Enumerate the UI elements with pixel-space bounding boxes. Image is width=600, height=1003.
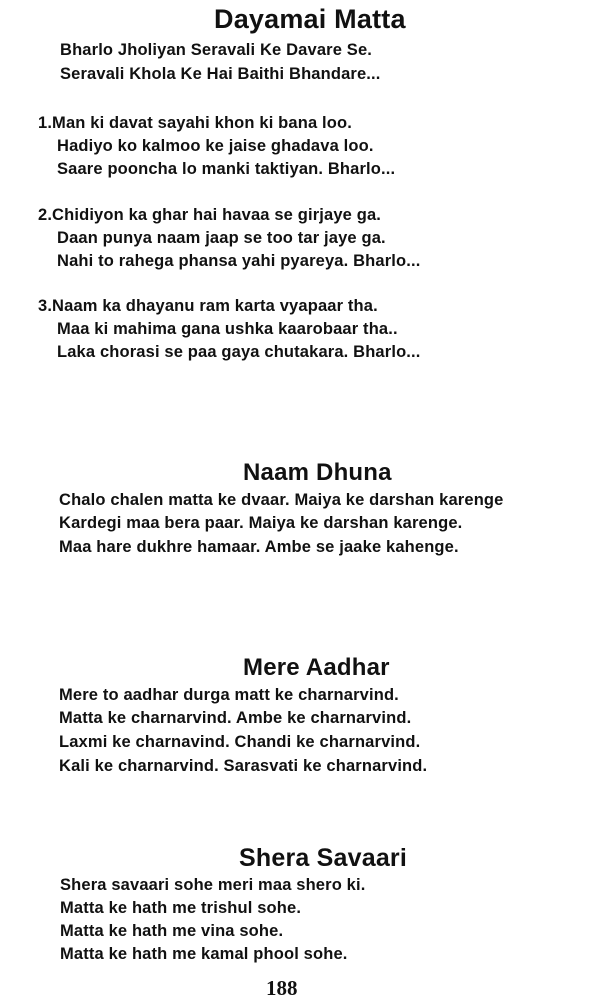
lyric-line: Matta ke hath me vina sohe. xyxy=(60,922,284,940)
lyric-line: Hadiyo ko kalmoo ke jaise ghadava loo. xyxy=(57,137,374,155)
lyric-line: 3.Naam ka dhayanu ram karta vyapaar tha. xyxy=(38,297,378,315)
lyric-line: Matta ke hath me kamal phool sohe. xyxy=(60,945,348,963)
song-title: Shera Savaari xyxy=(239,844,407,872)
lyric-line: Maa ki mahima gana ushka kaarobaar tha.. xyxy=(57,320,398,338)
lyric-line: Shera savaari sohe meri maa shero ki. xyxy=(60,876,366,894)
lyric-line: Chalo chalen matta ke dvaar. Maiya ke darshan karenge xyxy=(59,491,504,509)
lyric-line: Matta ke charnarvind. Ambe ke charnarvind. xyxy=(59,709,412,727)
song-title: Dayamai Matta xyxy=(214,4,406,34)
lyric-line: Bharlo Jholiyan Seravali Ke Davare Se. xyxy=(60,41,373,59)
lyric-line: Matta ke hath me trishul sohe. xyxy=(60,899,302,917)
lyric-line: 1.Man ki davat sayahi khon ki bana loo. xyxy=(38,114,352,132)
lyric-line: Seravali Khola Ke Hai Baithi Bhandare... xyxy=(60,65,381,83)
song-title: Mere Aadhar xyxy=(243,654,390,681)
lyric-line: Nahi to rahega phansa yahi pyareya. Bharlo... xyxy=(57,252,421,270)
song-title: Naam Dhuna xyxy=(243,459,392,486)
lyric-line: Laka chorasi se paa gaya chutakara. Bharlo... xyxy=(57,343,421,361)
lyric-line: Maa hare dukhre hamaar. Ambe se jaake kahenge. xyxy=(59,538,459,556)
lyric-line: 2.Chidiyon ka ghar hai havaa se girjaye ga. xyxy=(38,206,381,224)
page-number: 188 xyxy=(266,976,298,1000)
lyric-line: Kardegi maa bera paar. Maiya ke darshan karenge. xyxy=(59,514,463,532)
lyric-line: Saare pooncha lo manki taktiyan. Bharlo... xyxy=(57,160,396,178)
lyric-line: Mere to aadhar durga matt ke charnarvind. xyxy=(59,686,399,704)
lyric-line: Daan punya naam jaap se too tar jaye ga. xyxy=(57,229,386,247)
lyric-line: Kali ke charnarvind. Sarasvati ke charnarvind. xyxy=(59,757,428,775)
lyric-line: Laxmi ke charnavind. Chandi ke charnarvind. xyxy=(59,733,421,751)
